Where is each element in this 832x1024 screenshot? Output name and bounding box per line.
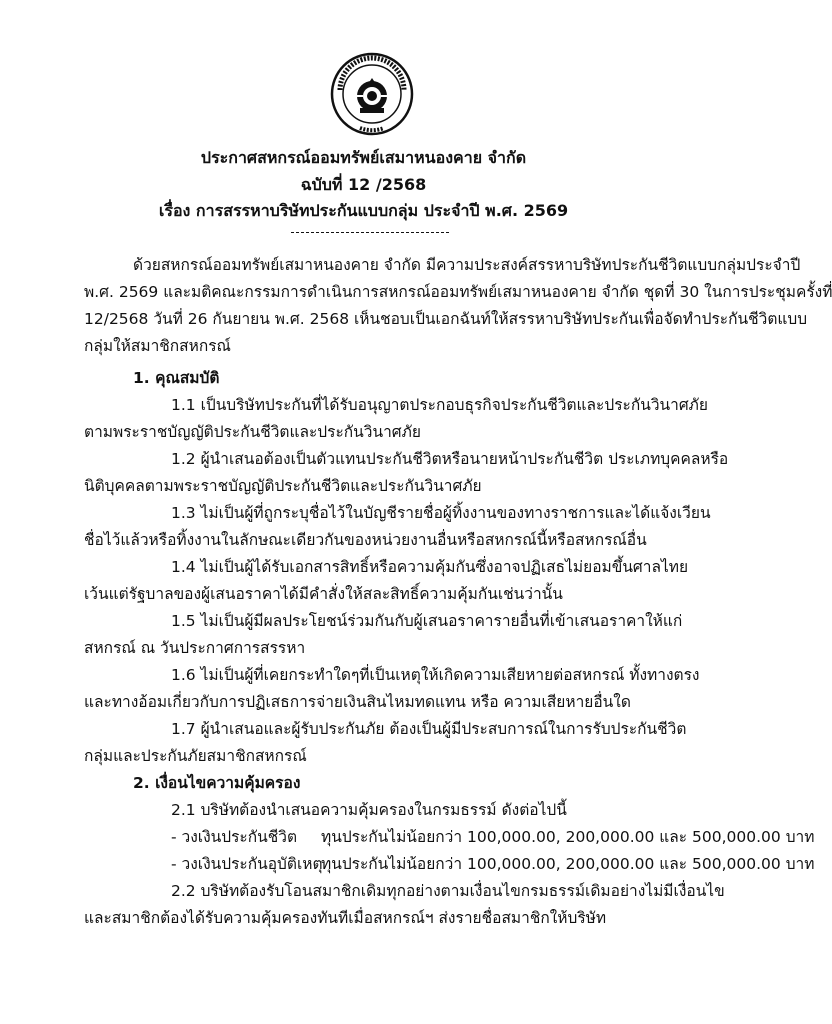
clause-line: และสมาชิกต้องได้รับความคุ้มครองทันทีเมื่อสหกรณ์ฯ ส่งรายชื่อสมาชิกให้บริษัท bbox=[84, 909, 607, 927]
clause-line: สหกรณ์ ณ วันประกาศการสรรหา bbox=[84, 639, 306, 657]
intro-line: ด้วยสหกรณ์ออมทรัพย์เสมาหนองคาย จำกัด มีความประสงค์สรรหาบริษัทประกันชีวิตแบบกลุ่มประจำปี bbox=[133, 256, 801, 274]
coverage-life-amount: ทุนประกันไม่น้อยกว่า 100,000.00, 200,000.00 และ 500,000.00 บาท bbox=[321, 828, 815, 846]
cooperative-seal-emblem bbox=[330, 52, 414, 136]
coverage-life-label: - วงเงินประกันชีวิต bbox=[171, 828, 298, 846]
clause-line: ตามพระราชบัญญัติประกันชีวิตและประกันวินาศภัย bbox=[84, 423, 421, 441]
announcement-number: ฉบับที่ 12 /2568 bbox=[300, 175, 427, 194]
intro-line: พ.ศ. 2569 และมติคณะกรรมการดำเนินการสหกรณ์ออมทรัพย์เสมาหนองคาย จำกัด ชุดที่ 30 ในการประชุมครั้งที่ bbox=[84, 283, 832, 301]
clause-line: 2.1 บริษัทต้องนำเสนอความคุ้มครองในกรมธรรม์ ดังต่อไปนี้ bbox=[171, 801, 567, 819]
clause-line: 1.1 เป็นบริษัทประกันที่ได้รับอนุญาตประกอบธุรกิจประกันชีวิตและประกันวินาศภัย bbox=[171, 396, 708, 414]
section-2-heading: 2. เงื่อนไขความคุ้มครอง bbox=[133, 774, 301, 792]
clause-line: 1.4 ไม่เป็นผู้ได้รับเอกสารสิทธิ์หรือความคุ้มกันซึ่งอาจปฏิเสธไม่ยอมขึ้นศาลไทย bbox=[171, 558, 689, 576]
clause-line: และทางอ้อมเกี่ยวกับการปฏิเสธการจ่ายเงินสินไหมทดแทน หรือ ความเสียหายอื่นใด bbox=[84, 693, 631, 711]
coverage-accident-amount: ทุนประกันไม่น้อยกว่า 100,000.00, 200,000.00 และ 500,000.00 บาท bbox=[321, 855, 815, 873]
clause-line: 1.3 ไม่เป็นผู้ที่ถูกระบุชื่อไว้ในบัญชีรายชื่อผู้ทิ้งงานของทางราชการและได้แจ้งเวียน bbox=[171, 504, 711, 522]
clause-line: ชื่อไว้แล้วหรือทิ้งงานในลักษณะเดียวกันของหน่วยงานอื่นหรือสหกรณ์นี้หรือสหกรณ์อื่น bbox=[84, 531, 647, 549]
intro-line: 12/2568 วันที่ 26 กันยายน พ.ศ. 2568 เห็นชอบเป็นเอกฉันท์ให้สรรหาบริษัทประกันเพื่อจัดทำประกันชีวิตแบบ bbox=[84, 310, 808, 328]
clause-line: กลุ่มและประกันภัยสมาชิกสหกรณ์ bbox=[84, 747, 307, 765]
clause-line: 2.2 บริษัทต้องรับโอนสมาชิกเดิมทุกอย่างตามเงื่อนไขกรมธรรม์เดิมอย่างไม่มีเงื่อนไข bbox=[171, 882, 725, 900]
dashed-divider bbox=[291, 232, 449, 233]
section-1-heading: 1. คุณสมบัติ bbox=[133, 369, 220, 387]
announcement-subject: เรื่อง การสรรหาบริษัทประกันแบบกลุ่ม ประจำปี พ.ศ. 2569 bbox=[158, 201, 569, 220]
clause-line: เว้นแต่รัฐบาลของผู้เสนอราคาได้มีคำสั่งให้สละสิทธิ์ความคุ้มกันเช่นว่านั้น bbox=[84, 585, 563, 603]
clause-line: 1.5 ไม่เป็นผู้มีผลประโยชน์ร่วมกันกับผู้เสนอราคารายอื่นที่เข้าเสนอราคาให้แก่ bbox=[171, 612, 683, 630]
clause-line: นิติบุคคลตามพระราชบัญญัติประกันชีวิตและประกันวินาศภัย bbox=[84, 477, 482, 495]
coverage-accident-label: - วงเงินประกันอุบัติเหตุ bbox=[171, 855, 323, 873]
clause-line: 1.2 ผู้นำเสนอต้องเป็นตัวแทนประกันชีวิตหรือนายหน้าประกันชีวิต ประเภทบุคคลหรือ bbox=[171, 450, 729, 468]
clause-line: 1.7 ผู้นำเสนอและผู้รับประกันภัย ต้องเป็นผู้มีประสบการณ์ในการรับประกันชีวิต bbox=[171, 720, 687, 738]
clause-line: 1.6 ไม่เป็นผู้ที่เคยกระทำใดๆที่เป็นเหตุให้เกิดความเสียหายต่อสหกรณ์ ทั้งทางตรง bbox=[171, 666, 700, 684]
intro-line: กลุ่มให้สมาชิกสหกรณ์ bbox=[84, 337, 231, 355]
announcement-title: ประกาศสหกรณ์ออมทรัพย์เสมาหนองคาย จำกัด bbox=[200, 148, 527, 167]
